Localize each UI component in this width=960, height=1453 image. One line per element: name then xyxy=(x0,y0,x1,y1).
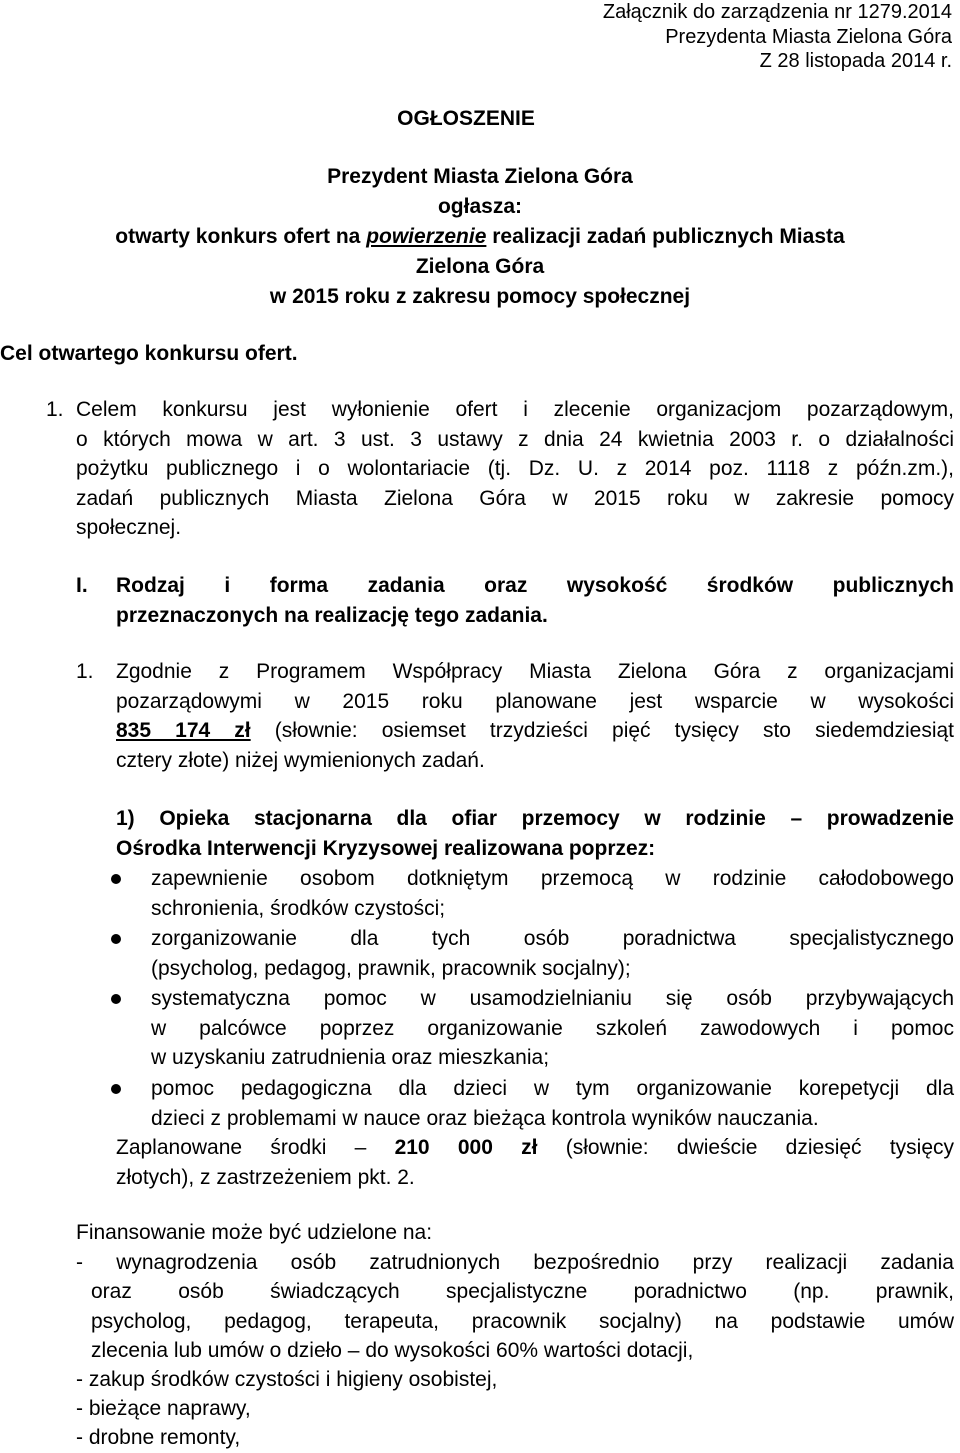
financing-item xyxy=(76,1248,954,1278)
point-line xyxy=(116,716,954,746)
bullet-line: w palcówce poprzez organizowanie szkoleń zawodowych i pomoc xyxy=(151,1016,954,1040)
goal-paragraph xyxy=(76,395,954,543)
header-line: Zielona Góra xyxy=(415,255,545,278)
section-heading-line: przeznaczonych na realizację tego zadania. xyxy=(116,603,548,627)
task-heading-line: Ośrodka Interwencji Kryzysowej realizowana poprzez: xyxy=(116,836,656,860)
bullet-icon xyxy=(111,934,121,944)
bullet-line: systematyczna pomoc w usamodzielnianiu się osób przybywających xyxy=(151,987,954,1010)
attachment-line: Z 28 listopada 2014 r. xyxy=(759,50,952,72)
goal-line: o których mowa w art. 3 ust. 3 ustawy z dnia 24 kwietnia 2003 r. o działalności xyxy=(76,427,954,451)
point-number: 1. xyxy=(76,660,94,683)
financing-line: - wynagrodzenia osób zatrudnionych bezpośrednio przy realizacji zadania xyxy=(76,1251,954,1274)
bullet-line: dzieci z problemami w nauce oraz bieżąca kontrola wyników nauczania. xyxy=(151,1106,819,1130)
task-bullet-item xyxy=(151,1074,954,1133)
header-text: otwarty konkurs ofert na xyxy=(115,225,367,248)
funds-text: Zaplanowane środki – xyxy=(116,1136,395,1159)
header-line: Prezydent Miasta Zielona Góra xyxy=(327,165,633,188)
bullet-line: w uzyskaniu zatrudnienia oraz mieszkania; xyxy=(151,1046,550,1069)
bullet-line: (psycholog, pedagog, prawnik, pracownik socjalny); xyxy=(151,956,631,980)
bullet-line: pomoc pedagogiczna dla dzieci w tym organizowanie korepetycji dla xyxy=(151,1077,954,1100)
goal-number: 1. xyxy=(46,398,64,421)
goal-line: zadań publicznych Miasta Zielona Góra w 2015 roku w zakresie pomocy xyxy=(76,486,954,510)
header-line xyxy=(0,222,960,252)
amount-total: 835 174 zł xyxy=(116,719,251,742)
section-heading-line: Rodzaj i forma zadania oraz wysokość środków publicznych xyxy=(116,574,954,597)
bullet-icon xyxy=(111,874,121,884)
announcement-title: OGŁOSZENIE xyxy=(397,107,535,130)
task-bullet-item xyxy=(151,984,954,1073)
attachment-note xyxy=(603,0,952,74)
goal-line: społecznej. xyxy=(76,516,182,539)
task-heading xyxy=(116,804,954,863)
goal-line: pożytku publicznego i o wolontariacie (tj. Dz. U. z 2014 poz. 1118 z późn.zm.), xyxy=(76,457,954,480)
task-bullet-item xyxy=(151,924,954,983)
attachment-line: Załącznik do zarządzenia nr 1279.2014 xyxy=(602,1,952,23)
financing-line: oraz osób świadczących specjalistyczne poradnictwo (np. prawnik, xyxy=(91,1280,954,1303)
bullet-icon xyxy=(111,1084,121,1094)
financing-item: - drobne remonty, xyxy=(76,1426,241,1449)
funds-line xyxy=(116,1133,954,1163)
header-emphasis: powierzenie xyxy=(366,225,487,248)
funds-amount: 210 000 zł xyxy=(394,1136,538,1159)
header-line: w 2015 roku z zakresu pomocy społecznej xyxy=(269,285,691,308)
goal-heading: Cel otwartego konkursu ofert. xyxy=(0,342,298,365)
financing-item: - bieżące naprawy, xyxy=(76,1397,251,1420)
point-line: Zgodnie z Programem Współpracy Miasta Zielona Góra z organizacjami xyxy=(116,660,954,683)
point-text: (słownie: osiemset trzydzieści pięć tysięcy sto siedemdziesiąt xyxy=(250,719,954,742)
header-line: ogłasza: xyxy=(437,195,523,218)
point-paragraph xyxy=(116,657,954,775)
point-line: pozarządowymi w 2015 roku planowane jest wsparcie w wysokości xyxy=(116,689,954,713)
financing-item-continued xyxy=(91,1277,954,1366)
financing-line: psycholog, pedagog, terapeuta, pracownik socjalny) na podstawie umów xyxy=(91,1309,954,1333)
bullet-icon xyxy=(111,994,121,1004)
funds-text: (słownie: dwieście dziesięć tysięcy xyxy=(537,1136,954,1159)
planned-funds xyxy=(116,1133,954,1192)
bullet-line: schronienia, środków czystości; xyxy=(151,896,446,920)
point-line: cztery złote) niżej wymienionych zadań. xyxy=(116,748,485,772)
goal-line: Celem konkursu jest wyłonienie ofert i zlecenie organizacjom pozarządowym, xyxy=(76,398,954,421)
section-heading xyxy=(116,571,954,630)
financing-item: - zakup środków czystości i higieny osobistej, xyxy=(76,1368,498,1391)
bullet-line: zapewnienie osobom dotkniętym przemocą w rodzinie całodobowego xyxy=(151,867,954,890)
financing-heading: Finansowanie może być udzielone na: xyxy=(76,1221,433,1244)
financing-line: zlecenia lub umów o dzieło – do wysokości 60% wartości dotacji, xyxy=(91,1339,694,1362)
section-number: I. xyxy=(76,574,88,597)
bullet-line: zorganizowanie dla tych osób poradnictwa specjalistycznego xyxy=(151,927,954,950)
task-heading-line: 1) Opieka stacjonarna dla ofiar przemocy w rodzinie – prowadzenie xyxy=(116,807,954,830)
header-text: realizacji zadań publicznych Miasta xyxy=(486,225,845,248)
funds-line: złotych), z zastrzeżeniem pkt. 2. xyxy=(116,1165,415,1189)
task-bullet-item xyxy=(151,864,954,923)
attachment-line: Prezydenta Miasta Zielona Góra xyxy=(665,25,952,48)
